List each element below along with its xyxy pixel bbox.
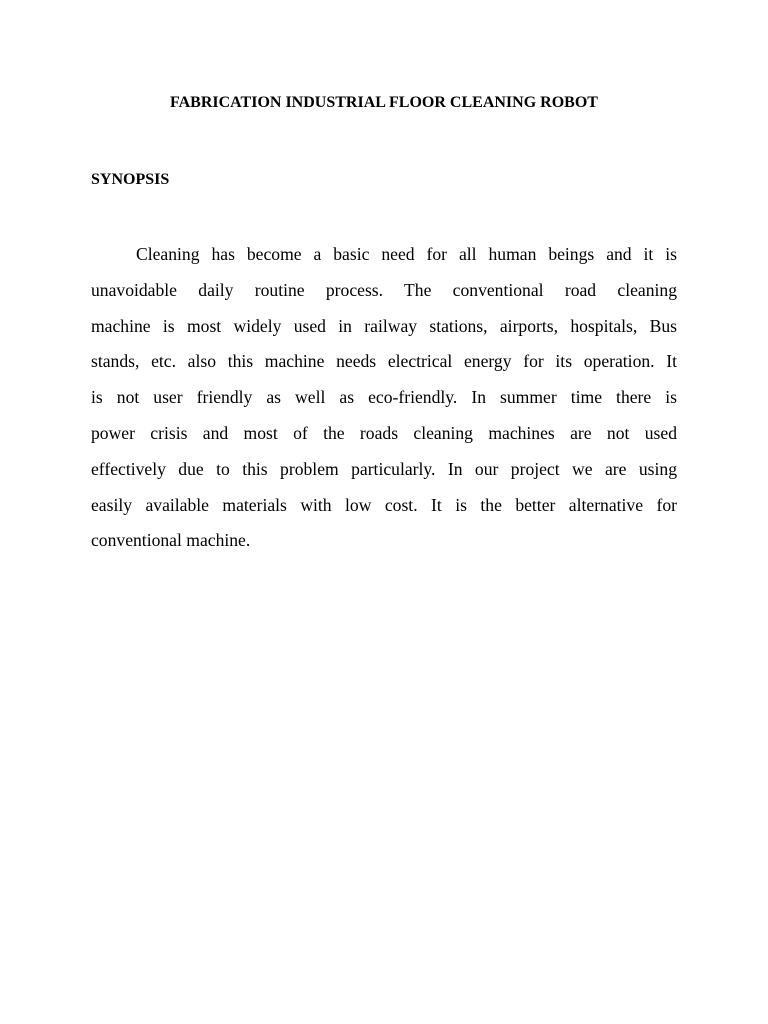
- document-title: FABRICATION INDUSTRIAL FLOOR CLEANING ROBOT: [170, 94, 598, 111]
- paragraph-line: conventional machine.: [91, 530, 251, 551]
- paragraph-line: Cleaning has become a basic need for all human beings and it is: [136, 244, 677, 264]
- synopsis-paragraph: [91, 240, 677, 562]
- section-heading: SYNOPSIS: [91, 171, 170, 188]
- paragraph-line: is not user friendly as well as eco-friendly. In summer time there is: [91, 387, 677, 408]
- paragraph-line: power crisis and most of the roads cleaning machines are not used: [91, 422, 677, 443]
- paragraph-line: machine is most widely used in railway stations, airports, hospitals, Bus: [91, 315, 677, 336]
- paragraph-line: stands, etc. also this machine needs electrical energy for its operation. It: [91, 351, 677, 372]
- paragraph-line: unavoidable daily routine process. The conventional road cleaning: [91, 279, 677, 300]
- paragraph-line: easily available materials with low cost. It is the better alternative for: [91, 494, 677, 515]
- paragraph-line: effectively due to this problem particularly. In our project we are using: [91, 458, 677, 479]
